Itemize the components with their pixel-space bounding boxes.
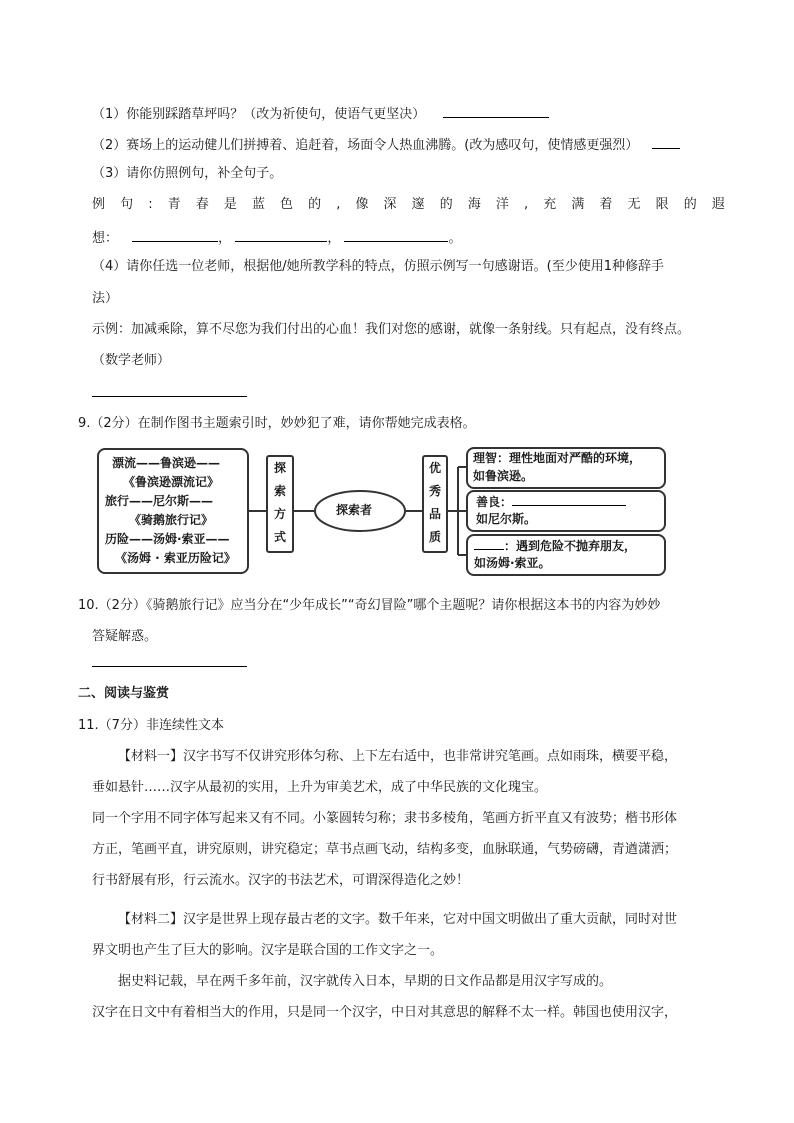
- q11-material2-line: 汉字在日文中有着相当大的作用，只是同一个汉字，中日对其意思的解释不太一样。韩国也使用汉字，: [92, 1005, 678, 1020]
- quality-line: 如汤姆·索亚。: [474, 556, 551, 570]
- q10-line1: 10.（2分）《骑鹅旅行记》应当分在“少年成长”“奇幻冒险”哪个主题呢？请你根据这本书的内容为妙妙: [78, 598, 661, 613]
- examples-line: 漂流——鲁滨逊——: [112, 456, 221, 470]
- q11-title: 11.（7分）非连续性文本: [78, 718, 224, 733]
- label-char: 方: [274, 507, 287, 521]
- q8-item3: （3）请你仿照例句，补全句子。: [92, 166, 283, 181]
- example-char: 春: [195, 197, 209, 212]
- example-char: 蓝: [251, 197, 265, 212]
- q8-item1-text: （1）你能别踩踏草坪吗？（改为祈使句，使语气更坚决）: [92, 107, 426, 122]
- quality-line: 如尼尔斯。: [476, 512, 537, 526]
- q9-diagram: [96, 447, 666, 575]
- quality-label: [422, 455, 448, 553]
- example-char: 限: [655, 197, 669, 212]
- q11-material2-line: 【材料二】汉字是世界上现存最古老的文字。数千年来，它对中国文明做出了重大贡献，同时对世: [118, 912, 678, 927]
- q8-item4-line1: （4）请你任选一位老师，根据他/她所教学科的特点，仿照示例写一句感谢语。(至少使用1种修辞手: [92, 259, 664, 274]
- quality-line: [474, 536, 636, 556]
- example-char: 洋: [495, 197, 509, 212]
- q8-item2-answer-blank[interactable]: [652, 134, 680, 149]
- label-char: 优: [429, 461, 442, 475]
- example-char: 青: [167, 197, 181, 212]
- example-char: :: [148, 197, 153, 212]
- explore-method-label: [266, 455, 294, 553]
- quality-box-wisdom: [466, 447, 666, 489]
- label-char: 秀: [429, 484, 442, 498]
- example-char: 深: [383, 197, 397, 212]
- example-char: 例: [92, 197, 106, 212]
- quality-name-answer-blank[interactable]: [474, 536, 504, 550]
- example-char: 的: [439, 197, 453, 212]
- examples-box: [97, 448, 249, 574]
- q8-item4-line2: 法）: [92, 291, 119, 306]
- example-char: 色: [280, 197, 294, 212]
- q8-sample-line1: 示例：加减乘除，算不尽您为我们付出的心血！我们对您的感谢，就像一条射线。只有起点，没有终点。: [92, 322, 691, 337]
- comma: ，: [218, 231, 232, 246]
- quality-name: 善良：: [476, 495, 513, 509]
- kindness-answer-blank[interactable]: [512, 492, 626, 506]
- comma: ，: [327, 231, 341, 246]
- period: 。: [448, 231, 462, 246]
- quality-description: ：遇到危险不抛弃朋友，: [504, 539, 637, 553]
- quality-box-kindness: [466, 490, 666, 532]
- q9-question: 9.（2分）在制作图书主题索引时，妙妙犯了难，请你帮她完成表格。: [78, 416, 476, 431]
- example-char: 充: [543, 197, 557, 212]
- examples-line: 《鲁滨逊漂流记》: [123, 475, 220, 489]
- fill-blank-3[interactable]: [344, 227, 448, 242]
- label-char: 式: [274, 530, 287, 544]
- fill-blank-1[interactable]: [132, 227, 218, 242]
- quality-line: 理智：理性地面对严酷的环境，: [473, 451, 642, 465]
- label-char: 索: [274, 484, 287, 498]
- fill-blank-2[interactable]: [235, 227, 327, 242]
- explorer-label: 探索者: [336, 503, 373, 517]
- q11-material1-line: 方正，笔画平直，讲究原则，讲究稳定；草书点画飞动，结构多变，血脉联通，气势磅礴，青遒潇洒；: [92, 842, 678, 857]
- q11-material2-line: 据史料记载，早在两千多年前，汉字就传入日本，早期的日文作品都是用汉字写成的。: [118, 974, 613, 989]
- q8-item1: [92, 103, 549, 124]
- example-char: ,: [524, 197, 529, 212]
- q11-material1-line: 【材料一】汉字书写不仅讲究形体匀称、上下左右适中，也非常讲究笔画。点如雨珠，横要平稳，: [118, 749, 678, 764]
- example-char: 邃: [411, 197, 425, 212]
- examples-line: 《骑鹅旅行记》: [129, 513, 214, 527]
- q11-material1-line: 行书舒展有形，行云流水。汉字的书法艺术，可谓深得造化之妙！: [92, 873, 470, 888]
- q11-material1-line: 同一个字用不同字体写起来又有不同。小篆圆转匀称；隶书多棱角，笔画方折平直又有波势；楷书形体: [92, 811, 678, 826]
- q11-material2-line: 界文明也产生了巨大的影响。汉字是联合国的工作文字之一。: [92, 943, 444, 958]
- q8-item2-text: （2）赛场上的运动健儿们拼搏着、追赶着，场面令人热血沸腾。(改为感叹句，使情感更强烈）: [92, 138, 639, 153]
- example-char: 着: [599, 197, 613, 212]
- example-char: 满: [571, 197, 585, 212]
- quality-line: 如鲁滨逊。: [473, 469, 534, 483]
- q8-example-sentence: [92, 196, 725, 214]
- examples-line: 旅行——尼尔斯——: [105, 494, 214, 508]
- examples-line: 《汤姆 · 索亚历险记》: [115, 551, 236, 565]
- q8-item1-answer-blank[interactable]: [443, 103, 549, 118]
- example-char: 是: [223, 197, 237, 212]
- examples-line: 历险——汤姆·索亚——: [105, 532, 230, 546]
- q10-line2: 答疑解惑。: [92, 629, 158, 644]
- example-char: ,: [336, 197, 341, 212]
- q8-sample-line2: （数学老师）: [92, 353, 171, 368]
- quality-box-loyalty: [466, 534, 666, 576]
- q8-item4-answer-blank[interactable]: [92, 382, 247, 397]
- example-char: 像: [355, 197, 369, 212]
- example-char: 的: [308, 197, 322, 212]
- example-prefix: 想：: [92, 231, 119, 246]
- q11-material1-line: 垂如悬针……汉字从最初的实用，上升为审美艺术，成了中华民族的文化瑰宝。: [92, 780, 548, 795]
- example-char: 无: [627, 197, 641, 212]
- example-char: 句: [120, 197, 134, 212]
- quality-line: [476, 492, 626, 512]
- label-char: 质: [429, 530, 442, 544]
- example-char: 遐: [711, 197, 725, 212]
- section-heading: 二、阅读与鉴赏: [78, 686, 170, 701]
- label-char: 品: [429, 507, 442, 521]
- label-char: 探: [274, 461, 287, 475]
- q8-item2: [92, 134, 680, 155]
- example-char: 的: [683, 197, 697, 212]
- example-char: 海: [467, 197, 481, 212]
- q8-example-completion: [92, 227, 461, 248]
- q10-answer-blank[interactable]: [92, 652, 247, 667]
